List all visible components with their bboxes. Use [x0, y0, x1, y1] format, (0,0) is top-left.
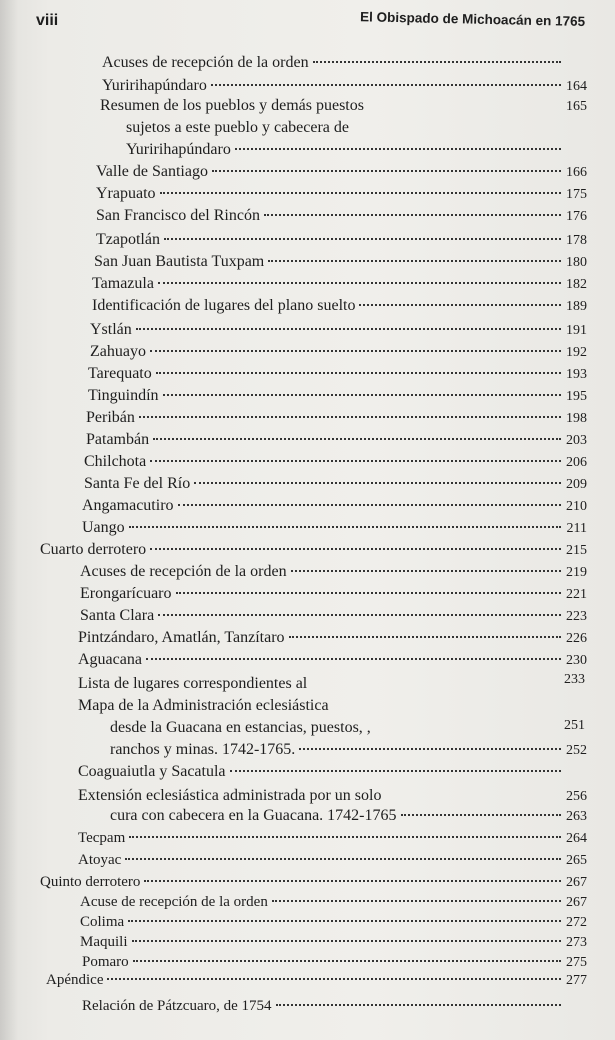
toc-entry-label: Peribán [86, 409, 135, 426]
dot-leader [125, 858, 561, 860]
toc-section [40, 540, 587, 561]
toc-entry-label: Maquili [80, 934, 128, 950]
dot-leader [194, 482, 561, 484]
toc-entry-page: 191 [566, 323, 587, 338]
toc-entry-label: Valle de Santiago [96, 163, 208, 180]
dot-leader [156, 372, 561, 374]
dot-leader [144, 880, 561, 882]
dot-leader [150, 548, 561, 550]
toc-entry [78, 850, 587, 871]
toc-entry-label: Relación de Pátzcuaro, de 1754 [82, 998, 272, 1014]
dot-leader [313, 61, 561, 63]
toc-entry [94, 252, 587, 273]
toc-entry [90, 320, 587, 341]
toc-entry [78, 628, 587, 649]
toc-entry-page: 176 [566, 209, 587, 224]
dot-leader [178, 504, 561, 506]
toc-entry-page: 263 [566, 809, 587, 824]
toc-entry-page: 230 [566, 653, 587, 668]
toc-entry-continuation: Lista de lugares correspondientes al [78, 675, 308, 692]
toc-entry-continuation: Mapa de la Administración eclesiástica [78, 697, 329, 714]
toc-entry-page: 182 [566, 277, 587, 292]
toc-entry-label: Coaguaiutla y Sacatula [78, 763, 226, 780]
toc-entry-page: 273 [566, 935, 587, 950]
dot-leader [289, 636, 561, 638]
toc-entry-label: Yrapuato [96, 185, 156, 202]
toc-entry-label: Resumen de los pueblos y demás puestos [100, 97, 364, 114]
toc-entry-label: Tinguindín [88, 387, 159, 404]
toc-entry-label: Tzapotlán [96, 231, 160, 248]
page-number: viii [36, 12, 59, 29]
toc-entry-page: 223 [566, 609, 587, 624]
dot-leader [359, 304, 561, 306]
toc-entry [96, 184, 587, 205]
toc-entry [80, 892, 587, 913]
toc-section [46, 970, 587, 991]
dot-leader [139, 416, 561, 418]
toc-entry-label: Identificación de lugares del plano suelto [92, 297, 356, 314]
toc-entry [82, 496, 587, 517]
dot-leader [235, 148, 561, 150]
toc-entry-label: Acuses de recepción de la orden [80, 563, 287, 580]
page-gutter-shadow [0, 0, 18, 1040]
dot-leader [160, 192, 561, 194]
dot-leader [268, 260, 561, 262]
toc-entry-label: Apéndice [46, 972, 104, 988]
toc-entry-label: Yuririhapúndaro [102, 77, 207, 94]
toc-entry-page: 264 [566, 831, 587, 846]
toc-entry [84, 474, 587, 495]
toc-entry-label: Ystlán [90, 321, 132, 338]
toc-entry [110, 740, 587, 761]
toc-entry [86, 430, 587, 451]
toc-entry-label: Cuarto derrotero [40, 541, 147, 558]
toc-entry-page: 267 [566, 875, 587, 890]
toc-entry-page: 215 [566, 543, 587, 558]
toc-entry-label: Chilchota [84, 453, 147, 470]
toc-entry-label: Colima [80, 914, 125, 930]
dot-leader [272, 900, 561, 902]
toc-entry [80, 912, 587, 933]
toc-entry-page: 195 [566, 389, 587, 404]
toc-entry-page: 265 [566, 853, 587, 868]
dot-leader [163, 394, 561, 396]
toc-entry-page: 189 [566, 299, 587, 314]
toc-entry [78, 650, 587, 671]
toc-entry-page: 210 [566, 499, 587, 514]
toc-entry-label: San Francisco del Rincón [96, 207, 260, 224]
toc-entry [110, 806, 587, 827]
toc-entry-label: Angamacutiro [82, 497, 174, 514]
dot-leader [153, 438, 561, 440]
toc-entry-label: Tecpam [78, 830, 126, 846]
toc-entry-page: 203 [566, 433, 587, 448]
dot-leader [276, 1004, 561, 1006]
toc-entry-page: 252 [566, 743, 587, 758]
toc-entry [78, 786, 587, 807]
toc-entry-page: 175 [566, 187, 587, 202]
toc-entry-label: cura con cabecera en la Guacana. 1742-1765 [110, 807, 397, 824]
toc-entry-label: Tamazula [92, 275, 154, 292]
toc-entry-page: 166 [566, 165, 587, 180]
dot-leader [164, 238, 561, 240]
toc-entry-label: Acuse de recepción de la orden [80, 894, 268, 910]
toc-entry-page: 226 [566, 631, 587, 646]
toc-entry [102, 76, 587, 97]
toc-entry-label: Santa Clara [80, 607, 155, 624]
toc-entry [80, 606, 587, 627]
dot-leader [107, 978, 561, 980]
toc-entry-label: Pintzándaro, Amatlán, Tanzítaro [78, 629, 285, 646]
dot-leader [211, 84, 561, 86]
toc-entry-label: Zahuayo [90, 343, 146, 360]
toc-section [40, 872, 587, 893]
toc-entry-page: 275 [566, 955, 587, 970]
toc-entry-page: 251 [564, 718, 585, 733]
dot-leader [264, 214, 561, 216]
toc-entry [80, 584, 587, 605]
toc-entry [82, 996, 587, 1016]
running-title: El Obispado de Michoacán en 1765 [359, 9, 586, 29]
toc-entry-label: Atoyac [78, 852, 122, 868]
toc-entry-page: 209 [566, 477, 587, 492]
toc-entry [92, 274, 587, 295]
toc-entry [102, 53, 587, 73]
dot-leader [401, 814, 561, 816]
toc-entry-label: San Juan Bautista Tuxpam [94, 253, 265, 270]
dot-leader [176, 592, 561, 594]
toc-entry-continuation: desde la Guacana en estancias, puestos, , [110, 719, 371, 736]
toc-entry [88, 364, 587, 385]
toc-entry-label: Uango [82, 519, 125, 536]
toc-entry-label: ranchos y minas. 1742-1765. [110, 741, 296, 758]
toc-entry-page: 277 [566, 973, 587, 988]
dot-leader [150, 350, 561, 352]
dot-leader [133, 960, 561, 962]
toc-entry [78, 828, 587, 849]
toc-entry-label: Quinto derrotero [40, 874, 141, 890]
toc-entry-label: Yuririhapúndaro [126, 141, 231, 158]
toc-entry-page: 180 [566, 255, 587, 270]
toc-entry-page: 211 [566, 521, 587, 536]
toc-entry-page: 178 [566, 233, 587, 248]
toc-entry [96, 230, 587, 251]
dot-leader [158, 282, 561, 284]
toc-entry [80, 932, 587, 953]
toc-entry-label: Erongarícuaro [80, 585, 172, 602]
dot-leader [136, 328, 561, 330]
toc-entry [82, 518, 587, 539]
toc-entry [92, 296, 587, 317]
toc-entry [90, 342, 587, 363]
toc-entry-page: 221 [566, 587, 587, 602]
dot-leader [212, 170, 561, 172]
toc-entry [86, 408, 587, 429]
toc-entry-page: 267 [566, 895, 587, 910]
toc-entry [88, 386, 587, 407]
toc-entry [80, 562, 587, 583]
toc-entry-label: Extensión eclesiástica administrada por un solo [78, 787, 382, 804]
toc-entry [96, 162, 587, 183]
toc-entry-label: Patambán [86, 431, 150, 448]
toc-entry-label: Santa Fe del Río [84, 475, 191, 492]
toc-entry [84, 452, 587, 473]
toc-entry [78, 762, 587, 782]
toc-entry-page: 272 [566, 915, 587, 930]
dot-leader [150, 460, 561, 462]
toc-entry-label: Tarequato [88, 365, 152, 382]
toc-entry-page: 206 [566, 455, 587, 470]
dot-leader [158, 614, 561, 616]
dot-leader [299, 748, 561, 750]
toc-entry-page: 193 [566, 367, 587, 382]
toc-entry-label: Pomaro [82, 954, 129, 970]
toc-entry-continuation: sujetos a este pueblo y cabecera de [126, 119, 350, 136]
toc-entry-page: 165 [566, 99, 587, 114]
dot-leader [291, 570, 561, 572]
dot-leader [146, 658, 561, 660]
toc-entry-page: 256 [566, 789, 587, 804]
page-header [36, 10, 585, 40]
dot-leader [129, 836, 561, 838]
toc-entry-label: Aguacana [78, 651, 142, 668]
toc-entry [100, 96, 587, 117]
dot-leader [128, 920, 561, 922]
toc-entry-page: 233 [564, 672, 585, 687]
dot-leader [132, 940, 562, 942]
toc-entry-page: 219 [566, 565, 587, 580]
dot-leader [129, 526, 561, 528]
toc-entry [96, 206, 587, 227]
toc-entry-page: 164 [566, 79, 587, 94]
toc-entry-page: 192 [566, 345, 587, 360]
toc-entry-page: 198 [566, 411, 587, 426]
toc-entry [126, 140, 587, 160]
toc-entry-label: Acuses de recepción de la orden [102, 54, 309, 71]
dot-leader [230, 770, 561, 772]
